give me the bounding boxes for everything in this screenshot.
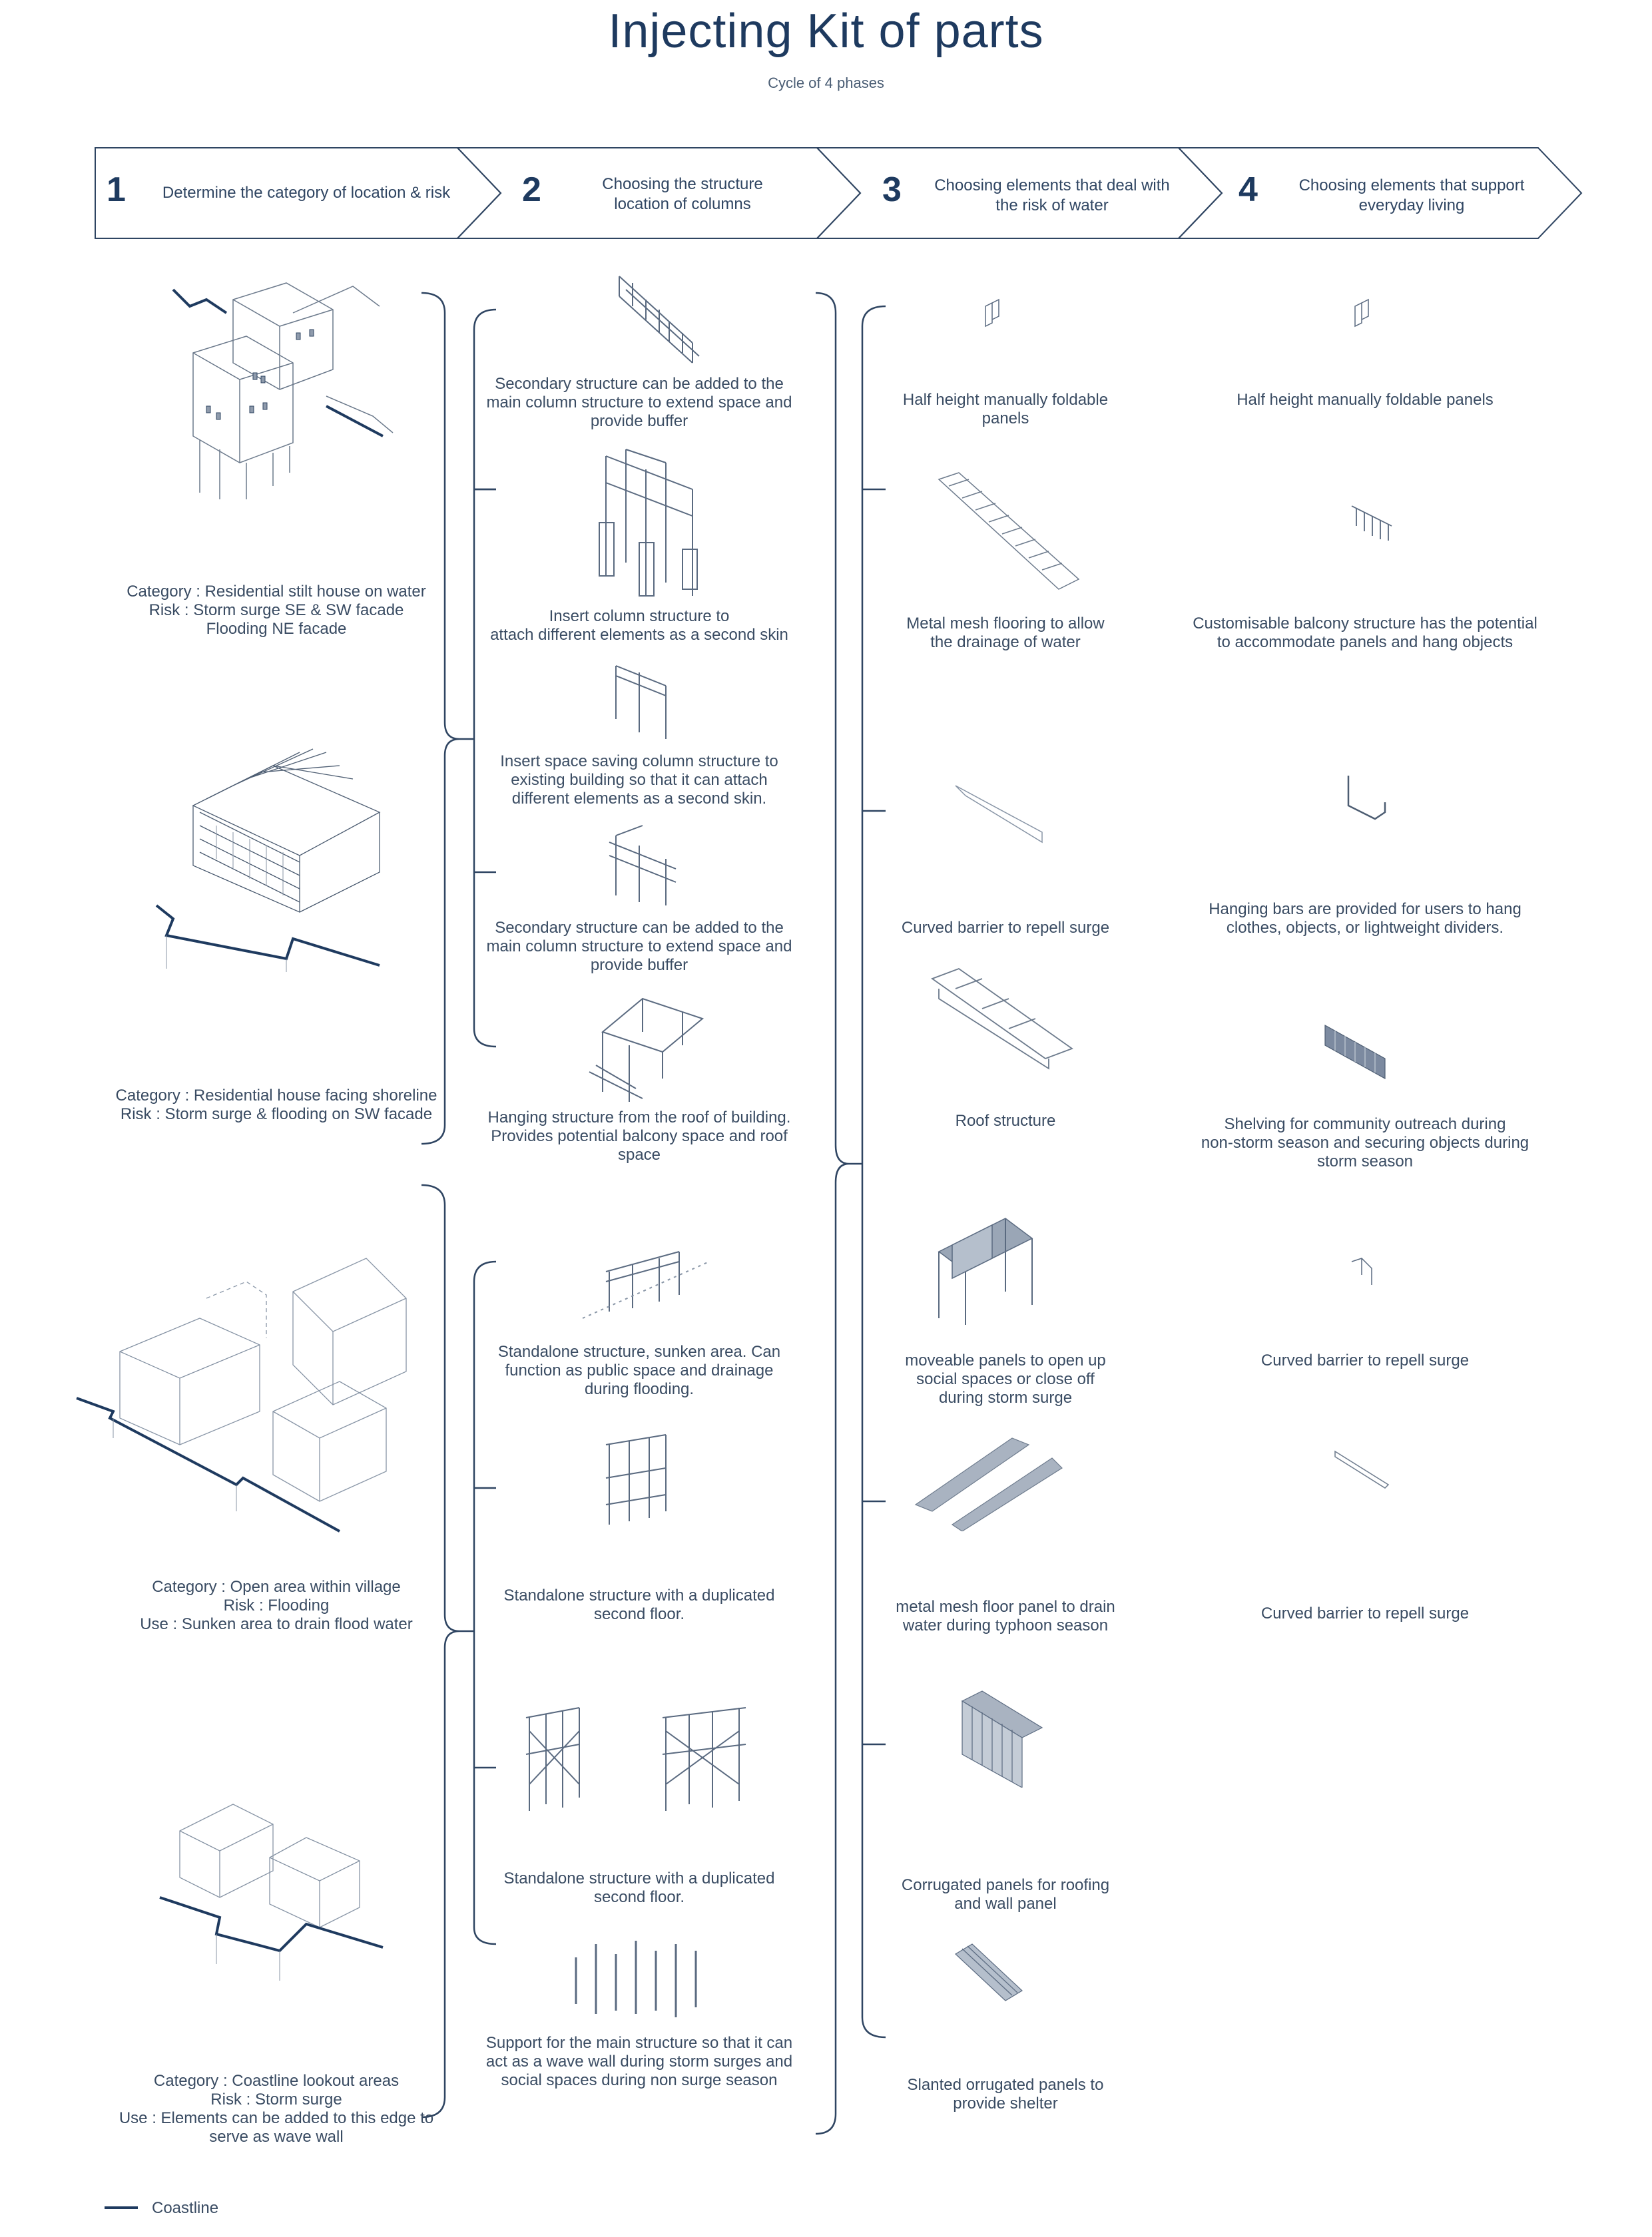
col3-caption-7: Corrugated panels for roofing and wall panel bbox=[901, 1876, 1110, 1913]
phase-1-number: 1 bbox=[107, 170, 126, 209]
slanted-corrugated-panels-icon bbox=[949, 1941, 1029, 2007]
col3-caption-4: Roof structure bbox=[955, 1112, 1056, 1130]
phase-2-number: 2 bbox=[522, 170, 541, 209]
shoreline-house-illustration bbox=[153, 746, 393, 972]
standalone-duplicated-icon-2 bbox=[519, 1704, 752, 1818]
col2-caption-5: Hanging structure from the roof of building. Provides potential balcony space and roof space bbox=[487, 1109, 791, 1164]
bracket-col2-right bbox=[816, 293, 849, 2134]
col3-caption-3: Curved barrier to repell surge bbox=[901, 919, 1110, 937]
curved-barrier-icon-2 bbox=[1348, 1255, 1382, 1292]
col2-caption-7: Standalone structure with a duplicated second floor. bbox=[503, 1587, 775, 1623]
col4-caption-3: Hanging bars are provided for users to hang clothes, objects, or lightweight dividers. bbox=[1209, 900, 1521, 937]
col1-caption-4: Category : Coastline lookout areas Risk : Storm surge Use : Elements can be added to this edge to serve as wave wall bbox=[119, 2072, 434, 2146]
bracket-col1-top bbox=[421, 293, 459, 1144]
page-subtitle: Cycle of 4 phases bbox=[768, 75, 884, 91]
bracket-col3 bbox=[862, 306, 886, 2037]
col3-caption-5: moveable panels to open up social spaces or close off during storm surge bbox=[905, 1352, 1106, 1407]
phase-2-label: Choosing the structure location of columns bbox=[602, 175, 763, 213]
col4-caption-4: Shelving for community outreach during non-storm season and securing objects during storm season bbox=[1201, 1115, 1529, 1170]
open-area-illustration bbox=[73, 1218, 419, 1565]
standalone-sunken-icon bbox=[579, 1245, 712, 1325]
secondary-structure-icon-1 bbox=[606, 270, 706, 370]
moveable-panels-icon bbox=[926, 1198, 1045, 1332]
balcony-structure-icon bbox=[1348, 499, 1395, 546]
col1-caption-3: Category : Open area within village Risk : Flooding Use : Sunken area to drain flood water bbox=[140, 1578, 413, 1633]
col2-caption-1: Secondary structure can be added to the main column structure to extend space and provide buffer bbox=[486, 375, 792, 430]
space-saving-column-icon bbox=[606, 659, 686, 746]
phase-3-number: 3 bbox=[882, 170, 902, 209]
col2-caption-9: Support for the main structure so that it can act as a wave wall during storm surges and social spaces during non surge season bbox=[485, 2034, 793, 2089]
hanging-structure-icon bbox=[583, 992, 706, 1105]
col1-caption-2: Category : Residential house facing shoreline Risk : Storm surge & flooding on SW facade bbox=[115, 1087, 437, 1123]
phase-1-label: Determine the category of location & risk bbox=[162, 184, 451, 202]
roof-structure-icon bbox=[926, 965, 1079, 1072]
col2-caption-4: Secondary structure can be added to the main column structure to extend space and provide buffer bbox=[486, 919, 792, 974]
stilt-house-illustration bbox=[153, 273, 406, 499]
col2-caption-8: Standalone structure with a duplicated second floor. bbox=[503, 1869, 775, 1906]
secondary-structure-icon-2 bbox=[603, 822, 683, 909]
col3-caption-1: Half height manually foldable panels bbox=[902, 391, 1109, 427]
phase-3-label: Choosing elements that deal with the risk of water bbox=[934, 176, 1170, 214]
metal-mesh-floor-panel-icon bbox=[912, 1431, 1065, 1531]
foldable-panels-icon-2 bbox=[1352, 296, 1378, 330]
foldable-panels-icon-1 bbox=[982, 296, 1009, 330]
col3-caption-6: metal mesh floor panel to drain water during typhoon season bbox=[896, 1598, 1115, 1634]
col1-caption-1: Category : Residential stilt house on water Risk : Storm surge SE & SW facade Flooding NE facade bbox=[127, 583, 426, 638]
col3-caption-2: Metal mesh flooring to allow the drainage of water bbox=[906, 615, 1105, 651]
metal-mesh-flooring-icon bbox=[932, 469, 1085, 596]
phase-4-number: 4 bbox=[1239, 170, 1258, 209]
coastline-legend-swatch bbox=[103, 2204, 140, 2212]
standalone-duplicated-icon-1 bbox=[599, 1431, 679, 1531]
bracket-col1-bottom bbox=[421, 1185, 459, 2117]
col4-caption-6: Curved barrier to repell surge bbox=[1260, 1605, 1470, 1622]
col2-caption-3: Insert space saving column structure to existing building so that it can attach different elements as a second skin. bbox=[500, 752, 778, 808]
coastline-lookout-illustration bbox=[153, 1784, 393, 1984]
curved-barrier-icon-3 bbox=[1332, 1445, 1392, 1491]
curved-barrier-icon-1 bbox=[949, 779, 1049, 846]
page-title: Injecting Kit of parts bbox=[608, 5, 1044, 58]
hanging-bars-icon bbox=[1342, 772, 1392, 826]
col4-caption-1: Half height manually foldable panels bbox=[1237, 391, 1494, 409]
corrugated-panels-icon bbox=[956, 1688, 1049, 1788]
coastline-legend-label: Coastline bbox=[152, 2199, 219, 2217]
column-structure-icon bbox=[593, 443, 712, 609]
shelving-icon bbox=[1322, 1022, 1388, 1082]
col3-caption-8: Slanted orrugated panels to provide shelter bbox=[907, 2076, 1104, 2113]
col4-caption-2: Customisable balcony structure has the potential to accommodate panels and hang objects bbox=[1193, 615, 1537, 651]
col2-caption-2: Insert column structure to attach different elements as a second skin bbox=[490, 607, 788, 644]
phase-4-label: Choosing elements that support everyday living bbox=[1298, 176, 1525, 214]
col4-caption-5: Curved barrier to repell surge bbox=[1260, 1352, 1470, 1369]
wave-wall-support-icon bbox=[569, 1931, 709, 2024]
col2-caption-6: Standalone structure, sunken area. Can function as public space and drainage during flooding. bbox=[497, 1343, 781, 1398]
